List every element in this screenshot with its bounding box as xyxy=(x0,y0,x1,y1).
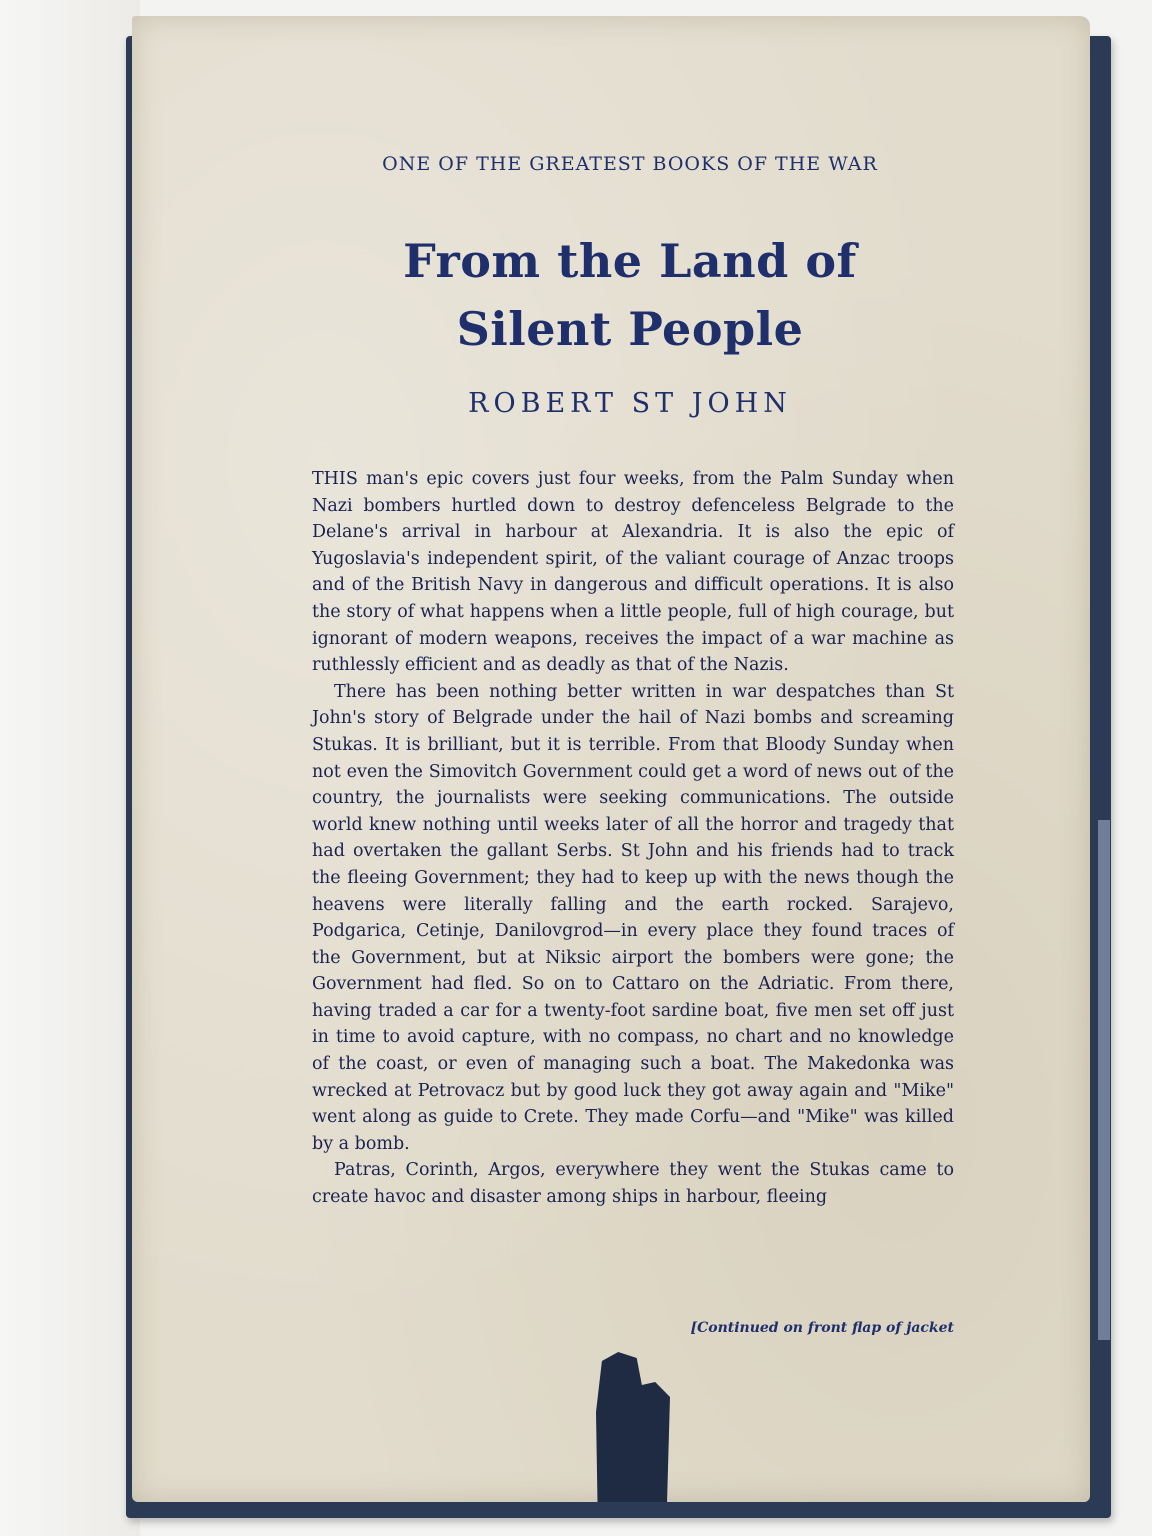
blurb-paragraph-2: There has been nothing better written in war despatches than St John's story of Belgrade under the hail of Nazi bombs and screaming Stukas. It is brilliant, but it is terrible. From that Bloody Sunday when not even the Simovitch Government could get a word of news out of the country, the journalists were seeking communications. The outside world knew nothing until weeks later of all the horror and tragedy that had overtaken the gallant Serbs. St John and his friends had to track the fleeing Government; they had to keep up with the news though the heavens were literally falling and the earth rocked. Sarajevo, Podgarica, Cetinje, Danilovgrod—in every place they found traces of the Government, but at Niksic airport the bombers were gone; the Government had fled. So on to Cattaro on the Adriatic. From there, having traded a car for a twenty-foot sardine boat, five men set off just in time to avoid capture, with no compass, no chart and no knowledge of the coast, or even of managing such a boat. The Makedonka was wrecked at Petrovacz but by good luck they got away again and "Mike" went along as guide to Crete. They made Corfu—and "Mike" was killed by a bomb. xyxy=(312,681,954,1154)
blurb-paragraph-3: Patras, Corinth, Argos, everywhere they went the Stukas came to create havoc and disaster among ships in harbour, fleeing xyxy=(312,1160,954,1208)
book-title-line-2: Silent People xyxy=(456,302,804,356)
blurb-paragraph-1: THIS man's epic covers just four weeks, from the Palm Sunday when Nazi bombers hurtled down to destroy defenceless Belgrade to the Delane's arrival in harbour at Alexandria. It is also the epic of Yugoslavia's independent spirit, of the valiant courage of Anzac troops and of the British Navy in dangerous and difficult operations. It is also the story of what happens when a little people, full of high courage, but ignorant of modern weapons, receives the impact of a war machine as ruthlessly efficient and as deadly as that of the Nazis. xyxy=(312,469,954,676)
board-edge-strip xyxy=(1098,820,1110,1340)
blurb xyxy=(312,466,954,1211)
continued-note: [Continued on front flap of jacket xyxy=(690,1320,954,1336)
author-name: ROBERT ST JOHN xyxy=(468,388,792,419)
book-title-line-1: From the Land of xyxy=(403,234,857,288)
background-wall xyxy=(0,0,140,1536)
tagline: ONE OF THE GREATEST BOOKS OF THE WAR xyxy=(382,153,878,175)
